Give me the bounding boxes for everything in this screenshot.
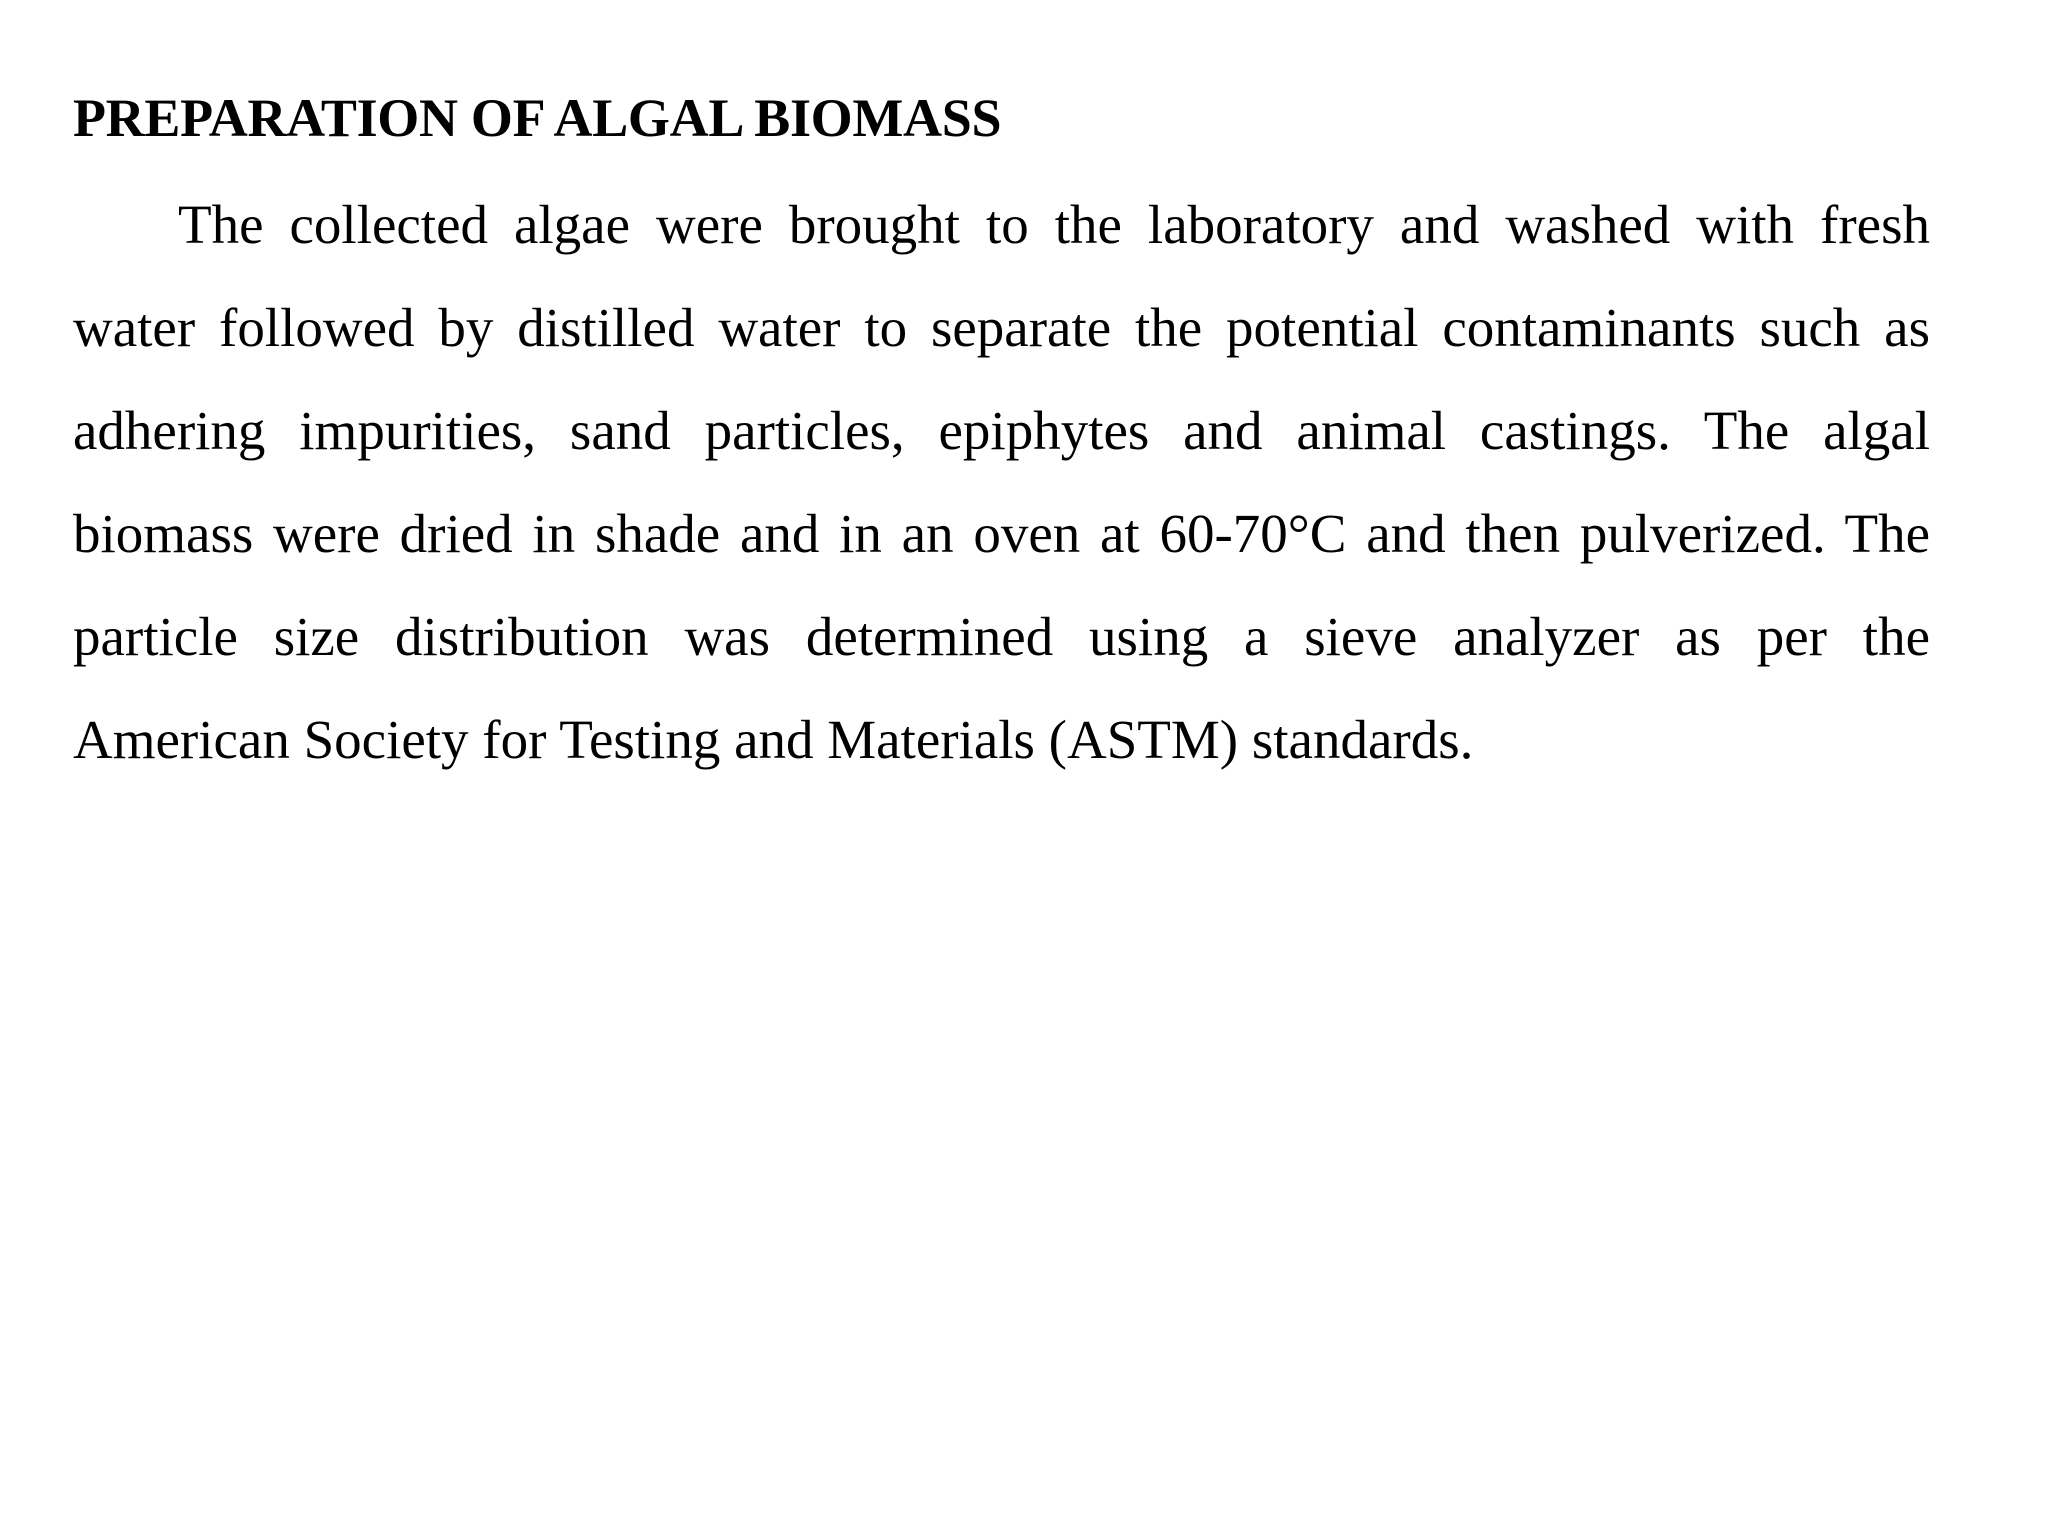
paragraph-line: particle size distribution was determined using a sieve analyzer as per the [73, 606, 1930, 667]
paragraph-line: water followed by distilled water to separate the potential contaminants such as [73, 297, 1930, 358]
paragraph-line: The collected algae were brought to the laboratory and washed with fresh [178, 194, 1930, 255]
section-heading: PREPARATION OF ALGAL BIOMASS [73, 88, 1002, 148]
paragraph-line: American Society for Testing and Materials (ASTM) standards. [73, 709, 1474, 770]
paragraph-line: adhering impurities, sand particles, epiphytes and animal castings. The algal [73, 400, 1930, 461]
paragraph-line: biomass were dried in shade and in an oven at 60-70°C and then pulverized. The [73, 503, 1930, 564]
